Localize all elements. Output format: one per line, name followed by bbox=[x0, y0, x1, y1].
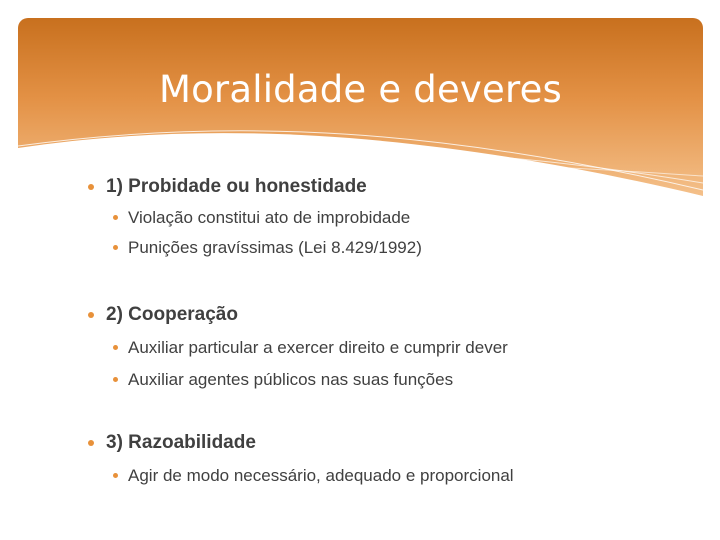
title-banner bbox=[18, 18, 703, 196]
bullet-icon bbox=[113, 245, 118, 250]
list-item: Auxiliar agentes públicos nas suas funções bbox=[116, 370, 453, 390]
section-heading-3: 3) Razoabilidade bbox=[92, 432, 256, 454]
bullet-icon bbox=[113, 473, 118, 478]
bullet-icon bbox=[113, 215, 118, 220]
bullet-icon bbox=[88, 440, 94, 446]
bullet-icon bbox=[88, 184, 94, 190]
bullet-icon bbox=[88, 312, 94, 318]
bullet-icon bbox=[113, 377, 118, 382]
list-item: Punições gravíssimas (Lei 8.429/1992) bbox=[116, 238, 422, 258]
bullet-icon bbox=[113, 345, 118, 350]
slide-title: Moralidade e deveres bbox=[158, 68, 563, 111]
section-heading-2: 2) Cooperação bbox=[92, 304, 238, 326]
list-item: Violação constitui ato de improbidade bbox=[116, 208, 410, 228]
list-item: Agir de modo necessário, adequado e proporcional bbox=[116, 466, 514, 486]
section-heading-1: 1) Probidade ou honestidade bbox=[92, 176, 367, 198]
list-item: Auxiliar particular a exercer direito e cumprir dever bbox=[116, 338, 508, 358]
